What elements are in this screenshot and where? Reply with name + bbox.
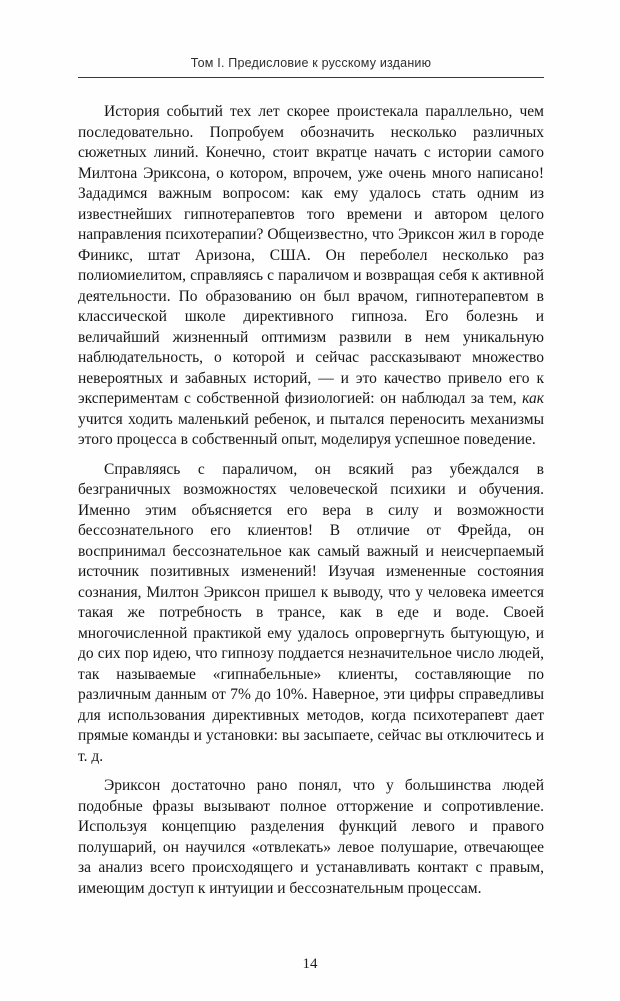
page-number: 14 (302, 956, 318, 972)
page-body (78, 102, 544, 899)
paragraph-1-italic-word: как (522, 390, 544, 407)
paragraph-1-text-after: учится ходить маленький ребенок, и пытался переносить механизмы этого процесса в собственный опыт, моделируя успешное поведение. (78, 410, 544, 448)
paragraph-1-text-before: История событий тех лет скорее проистекала параллельно, чем последовательно. Попробуем обозначить несколько различных сюжетных линий. Конечно, стоит вкратце начать с истории самого Милтона Эриксона, о котором, впрочем, уже очень много написано! Зададимся важным вопросом: как ему удалось стать одним из известнейших гипнотерапевтов того времени и автором целого направления психотерапии? Общеизвестно, что Эриксон жил в городе Финикс, штат Аризона, США. Он переболел несколько раз полиомиелитом, справляясь с параличом и возвращая себя к активной деятельности. По образованию он был врачом, гипнотерапевтом в классической школе директивного гипноза. Его болезнь и величайший жизненный оптимизм развили в нем уникальную наблюдательность, о которой и сейчас рассказывают множество невероятных и забавных историй, — и это качество привело его к экспериментам с собственной физиологией: он наблюдал за тем, (78, 103, 544, 407)
paragraph-2: Справляясь с параличом, он всякий раз убеждался в безграничных возможностях человеческой психики и обучения. Именно этим объясняется его вера в силу и возможности бессознательного его клиентов! В отличие от Фрейда, он воспринимал бессознательное как самый важный и неисчерпаемый источник позитивных изменений! Изучая измененные состояния сознания, Милтон Эриксон пришел к выводу, что у человека имеется такая же потребность в трансе, как в еде и воде. Своей многочисленной практикой ему удалось опровергнуть бытующую, и до сих пор идею, что гипнозу поддается незначительное число людей, так называемые «гипнабельные» клиенты, составляющие по различным данным от 7% до 10%. Наверное, эти цифры справедливы для использования директивных методов, когда психотерапевт дает прямые команды и установки: вы засыпаете, сейчас вы отключитесь и т. д. (78, 460, 544, 765)
paragraph-3: Эриксон достаточно рано понял, что у большинства людей подобные фразы вызывают полное отторжение и сопротивление. Используя концепцию разделения функций левого и правого полушарий, он научился «отвлекать» левое полушарие, отвечающее за анализ всего происходящего и устанавливать контакт с правым, имеющим доступ к интуиции и бессознательным процессам. (78, 777, 544, 897)
running-header-text: Том I. Предисловие к русскому изданию (190, 56, 432, 70)
header-rule (78, 77, 544, 78)
paragraph-1 (78, 102, 544, 451)
running-header (78, 56, 544, 77)
